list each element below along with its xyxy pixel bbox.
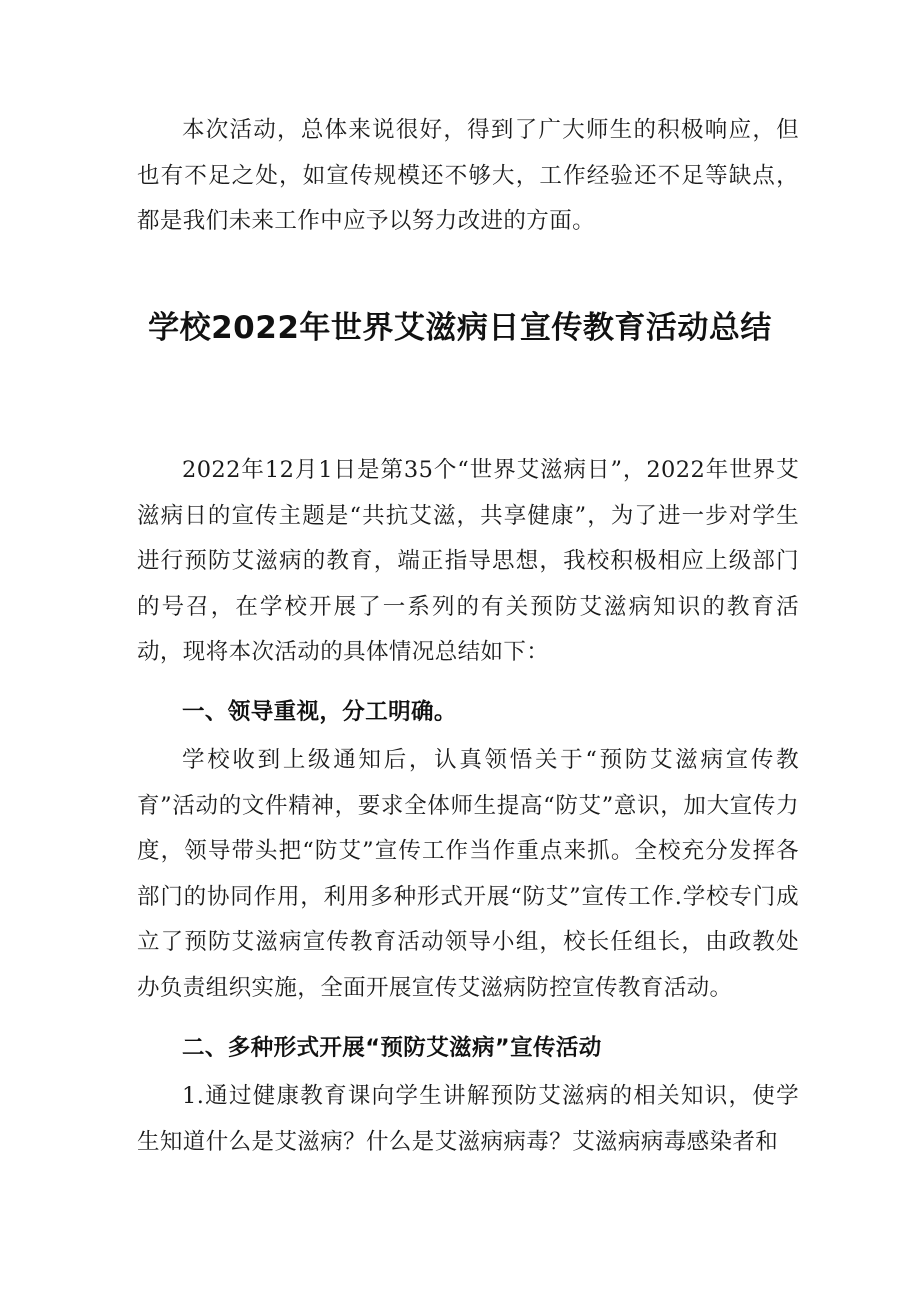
body-paragraph-1: 2022年12月1日是第35个“世界艾滋病日”，2022年世界艾滋病日的宣传主题是“共抗艾滋，共享健康”，为了进一步对学生进行预防艾滋病的教育，端正指导思想，我校积极相应上级部门的号召，在学校开展了一系列的有关预防艾滋病知识的教育活动，现将本次活动的具体情况总结如下： [137,457,799,665]
body-paragraph-2: 学校收到上级通知后，认真领悟关于“预防艾滋病宣传教育”活动的文件精神，要求全体师生提高“防艾”意识，加大宣传力度，领导带头把“防艾”宣传工作当作重点来抓。全校充分发挥各部门的协同作用，利用多种形式开展“防艾”宣传工作.学校专门成立了预防艾滋病宣传教育活动领导小组，校长任组长，由政教处办负责组织实施，全面开展宣传艾滋病防控宣传教育活动。 [137,747,799,1001]
section-heading-2: 二、多种形式开展“预防艾滋病”宣传活动 [182,1035,602,1061]
intro-paragraph: 本次活动，总体来说很好，得到了广大师生的积极响应，但也有不足之处，如宣传规模还不够大，工作经验还不足等缺点，都是我们未来工作中应予以努力改进的方面。 [137,117,799,234]
document-title: 学校2022年世界艾滋病日宣传教育活动总结 [148,310,772,346]
body-paragraph-3: 1.通过健康教育课向学生讲解预防艾滋病的相关知识，使学生知道什么是艾滋病？什么是艾滋病病毒？艾滋病病毒感染者和 [137,1083,799,1155]
section-heading-1: 一、领导重视，分工明确。 [182,699,457,725]
